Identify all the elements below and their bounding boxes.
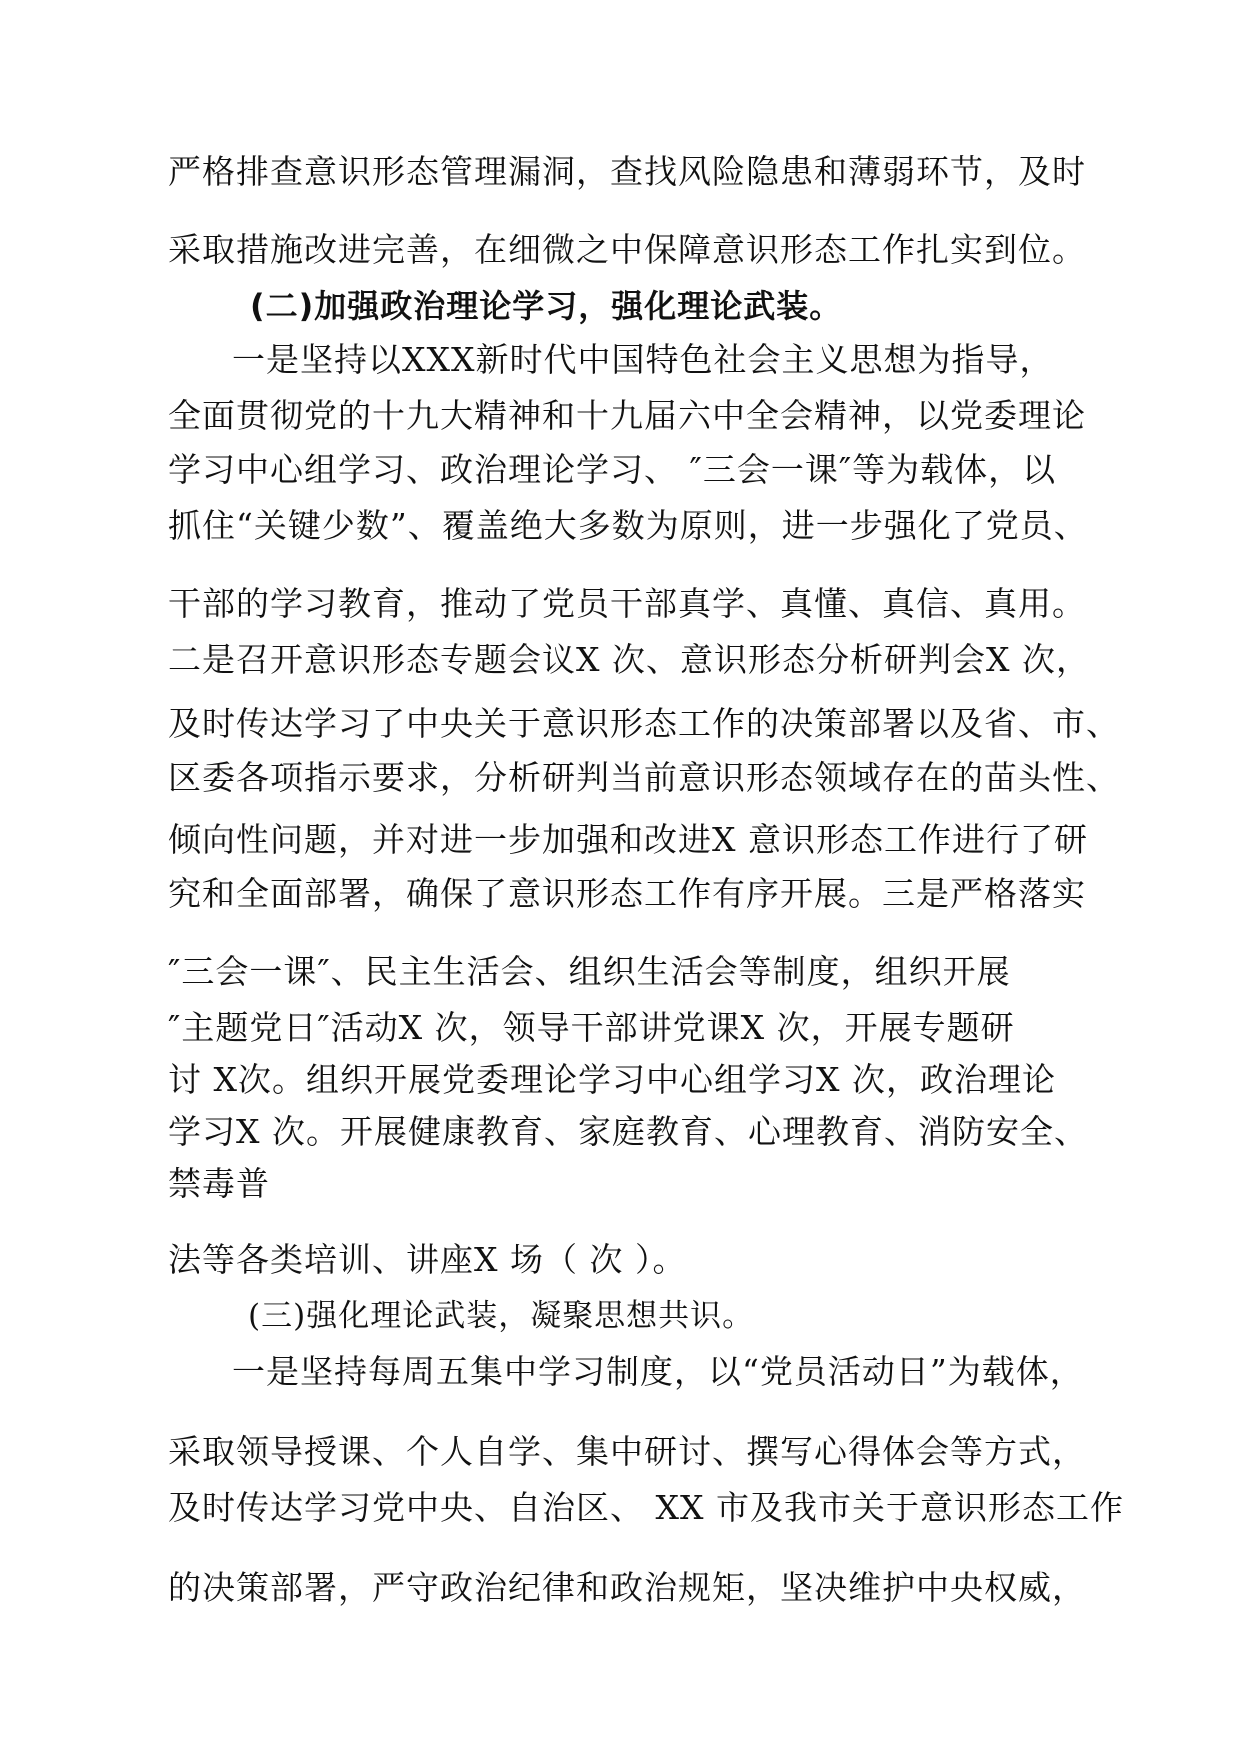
paragraph-line: 及时传达学习了中央关于意识形态工作的决策部署以及省、市、 (168, 704, 1120, 743)
paragraph-line: ″主题党日″活动X 次，领导干部讲党课X 次，开展专题研 (168, 1008, 1015, 1047)
paragraph-line: 禁毒普 (168, 1164, 270, 1203)
paragraph-line: 全面贯彻党的十九大精神和十九届六中全会精神，以党委理论 (168, 396, 1086, 435)
paragraph-line: 一是坚持每周五集中学习制度，以“党员活动日”为载体， (232, 1352, 1084, 1391)
paragraph-line: 倾向性问题，并对进一步加强和改进X 意识形态工作进行了研 (168, 820, 1088, 859)
section-heading-2: (二)加强政治理论学习，强化理论武装。 (250, 287, 843, 325)
paragraph-line: 抓住“关键少数”、覆盖绝大多数为原则，进一步强化了党员、 (168, 506, 1088, 545)
paragraph-line: 的决策部署，严守政治纪律和政治规矩，坚决维护中央权威， (168, 1568, 1086, 1607)
paragraph-line: 及时传达学习党中央、自治区、 XX 市及我市关于意识形态工作 (168, 1488, 1124, 1527)
paragraph-line: 严格排查意识形态管理漏洞，查找风险隐患和薄弱环节，及时 (168, 152, 1086, 191)
paragraph-line: 采取领导授课、个人自学、集中研讨、撰写心得体会等方式， (168, 1432, 1086, 1471)
paragraph-line: 学习X 次。开展健康教育、家庭教育、心理教育、消防安全、 (168, 1112, 1088, 1151)
paragraph-line: 学习中心组学习、政治理论学习、 ″三会一课″等为载体，以 (168, 450, 1057, 489)
paragraph-line: 干部的学习教育，推动了党员干部真学、真懂、真信、真用。 (168, 584, 1086, 623)
paragraph-line: 区委各项指示要求，分析研判当前意识形态领域存在的苗头性、 (168, 758, 1120, 797)
paragraph-line: ″三会一课″、民主生活会、组织生活会等制度，组织开展 (168, 952, 1011, 991)
paragraph-line: 二是召开意识形态专题会议X 次、意识形态分析研判会X 次， (168, 640, 1090, 679)
paragraph-line: 法等各类培训、讲座X 场（ 次 ）。 (168, 1240, 687, 1279)
paragraph-line: 一是坚持以XXX新时代中国特色社会主义思想为指导， (232, 340, 1054, 379)
section-heading-3: (三)强化理论武装，凝聚思想共识。 (248, 1298, 755, 1334)
paragraph-line: 采取措施改进完善，在细微之中保障意识形态工作扎实到位。 (168, 230, 1086, 269)
paragraph-line: 讨 X次。组织开展党委理论学习中心组学习X 次，政治理论 (168, 1060, 1056, 1099)
paragraph-line: 究和全面部署，确保了意识形态工作有序开展。三是严格落实 (168, 874, 1086, 913)
